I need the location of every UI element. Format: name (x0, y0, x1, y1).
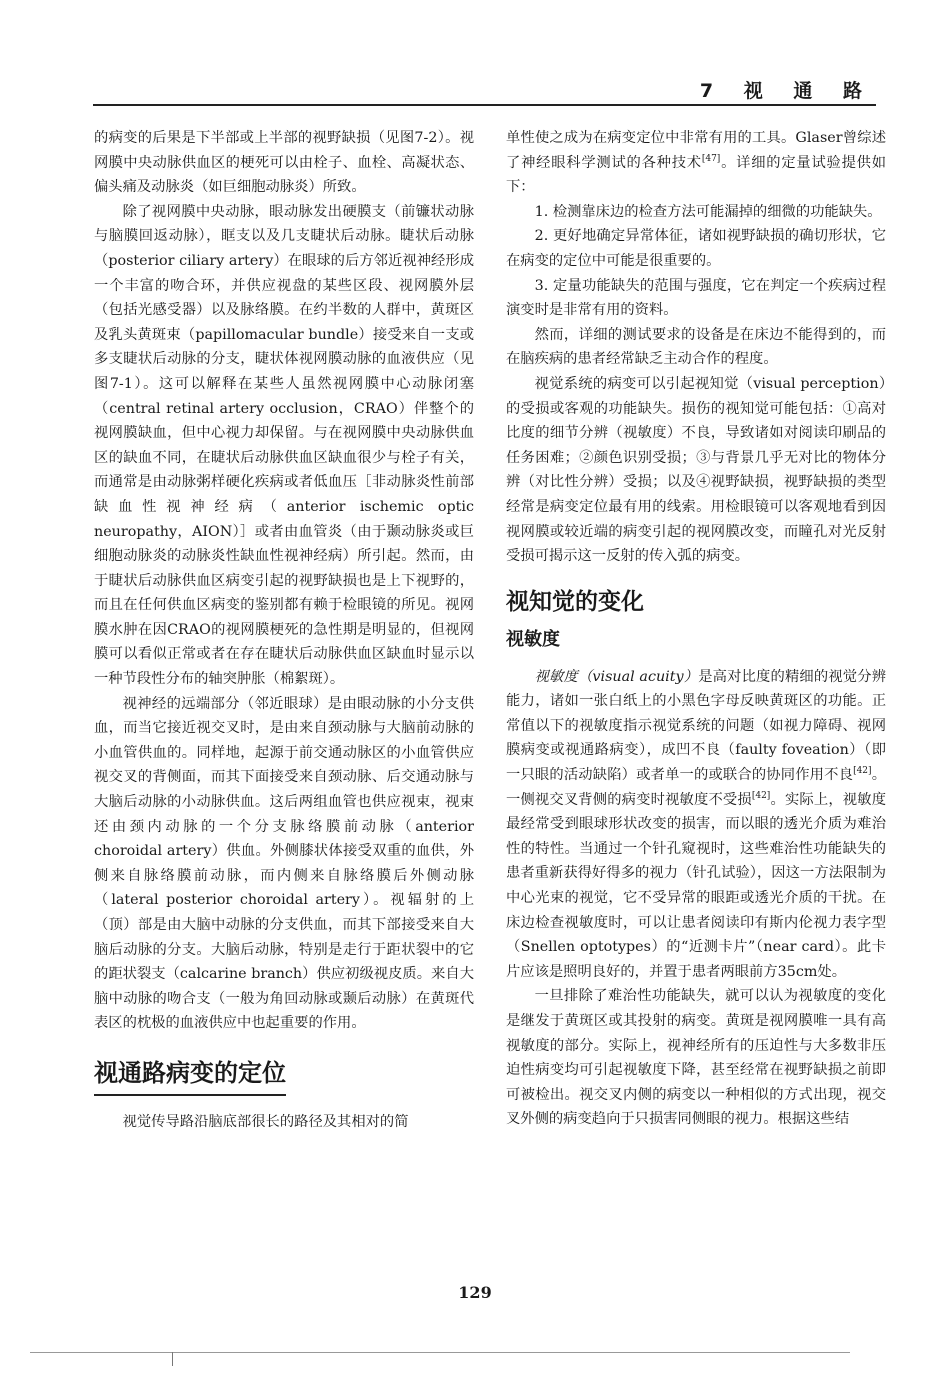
right-column (506, 126, 886, 1132)
right-paragraph-acuity (506, 665, 886, 985)
citation-47: [47] (701, 153, 721, 164)
subsection-title-acuity: 视敏度 (506, 628, 560, 650)
running-header: 7 视 通 路 (699, 80, 874, 102)
acuity-text-c: 。实际上，视敏度最经常受到眼球形状改变的损害，而以眼的透光介质为难治性的特性。当通过一个针孔窥视时，这些难治性功能缺失的患者重新获得好得多的视力（针孔试验），因这一方法限制为中心光束的视觉，它不受异常的眼距或透光介质的干扰。在床边检查视敏度时，可以让患者阅读印有斯内伦视力表字型（Snellen optotypes）的“近测卡片”（near card）。此卡片应该是照明良好的，并置于患者两眼前方35cm处。 (506, 791, 887, 980)
footer-rule (30, 1352, 850, 1353)
left-paragraph-4: 视觉传导路沿脑底部很长的路径及其相对的简 (122, 1113, 409, 1130)
acuity-text-b: 。一侧视交叉背侧的病变时视敏度不受损 (506, 767, 887, 808)
acuity-text-a: 是高对比度的精细的视觉分辨能力，诸如一张白纸上的小黑色字母反映黄斑区的功能。正常值以下的视敏度指示视觉系统的问题（如视力障碍、视网膜病变或视通路病变），成凹不良（faulty foveation）（即一只眼的活动缺陷）或者单一的或联合的协同作用不良 (506, 668, 886, 784)
section-title-perception: 视知觉的变化 (506, 588, 644, 615)
right-paragraph-1-text-b: 。详细的定量试验提供如下： (506, 154, 887, 196)
list-item-3: 3. 定量功能缺失的范围与强度，它在判定一个疾病过程演变时是非常有用的资料。 (506, 277, 886, 319)
right-paragraph-1-text-a: 单性使之成为在病变定位中非常有用的工具。Glaser曾综述了神经眼科学测试的各种技术 (506, 130, 886, 171)
left-paragraph-1: 的病变的后果是下半部或上半部的视野缺损（见图7-2）。视网膜中央动脉供血区的梗死可以由栓子、血栓、高凝状态、偏头痛及动脉炎（如巨细胞动脉炎）所致。 (94, 130, 474, 196)
right-paragraph-6: 视觉系统的病变可以引起视知觉（visual perception）的受损或客观的功能缺失。损伤的视知觉可能包括：①高对比度的细节分辨（视敏度）不良，导致诸如对阅读印刷品的任务困难；②颜色识别受损；③与背景几乎无对比的物体分辨（对比性分辨）受损；以及④视野缺损，视野缺损的类型经常是病变定位最有用的线索。用检眼镜可以客观地看到因视网膜或较近端的病变引起的视网膜改变，而瞳孔对光反射受损可揭示这一反射的传入弧的病变。 (506, 375, 886, 565)
citation-42a: [42] (853, 766, 872, 777)
list-item-1: 1. 检测靠床边的检查方法可能漏掉的细微的功能缺失。 (534, 203, 882, 220)
term-visual-acuity: 视敏度（visual acuity） (534, 668, 699, 685)
right-paragraph-1 (506, 126, 886, 200)
header-rule (93, 104, 876, 106)
right-paragraph-5: 然而，详细的测试要求的设备是在床边不能得到的，而在脑疾病的患者经常缺乏主动合作的程度。 (506, 326, 886, 368)
left-paragraph-2: 除了视网膜中央动脉，眼动脉发出硬膜支（前镰状动脉与脑膜回返动脉），眶支以及几支睫状后动脉。睫状后动脉（posterior ciliary artery）在眼球的后方邻近视神经形成一个丰富的吻合环，并供应视盘的某些区段、视网膜外层（包括光感受器）以及脉络膜。在约半数的人群中，黄斑区及乳头黄斑束（papillomacular bundle）接受来自一支或多支睫状后动脉的分支，睫状体视网膜动脉的血液供应（见图7-1）。这可以解释在某些人虽然视网膜中心动脉闭塞（central retinal artery occlusion，CRAO）伴整个的视网膜缺血，但中心视力却保留。与在视网膜中央动脉供血区的缺血不同，在睫状后动脉供血区缺血很少与栓子有关，而通常是由动脉粥样硬化疾病或者低血压［非动脉炎性前部缺血性视神经病（anterior ischemic optic neuropathy，AION）］或者由血管炎（由于颞动脉炎或巨细胞动脉炎的动脉炎性缺血性视神经病）所引起。然而，由于睫状后动脉供血区病变引起的视野缺损也是上下视野的，而且在任何供血区病变的鉴别都有赖于检眼镜的所见。视网膜水肿在因CRAO的视网膜梗死的急性期是明显的，但视网膜可以看似正常或者在存在睫状后动脉供血区缺血时显示以一种节段性分布的轴突肿胀（棉絮斑）。 (94, 203, 474, 688)
citation-42b: [42] (751, 790, 771, 801)
right-paragraph-8: 一旦排除了难治性功能缺失，就可以认为视敏度的变化是继发于黄斑区或其投射的病变。黄斑是视网膜唯一具有高视敏度的部分。实际上，视神经所有的压迫性与大多数非压迫性病变均可引起视敏度下降，甚至经常在视野缺损之前即可被检出。视交叉内侧的病变以一种相似的方式出现，视交叉外侧的病变趋向于只损害同侧眼的视力。根据这些结 (506, 988, 886, 1128)
list-item-2: 2. 更好地确定异常体征，诸如视野缺损的确切形状，它在病变的定位中可能是很重要的。 (506, 228, 886, 269)
left-paragraph-3: 视神经的远端部分（邻近眼球）是由眼动脉的小分支供血，而当它接近视交叉时，是由来自颈动脉与大脑前动脉的小血管供血的。同样地，起源于前交通动脉区的小血管供应视交叉的背侧面，而其下面接受来自颈动脉、后交通动脉与大脑后动脉的小动脉供血。这后两组血管也供应视束，视束还由颈内动脉的一个分支脉络膜前动脉（anterior choroidal artery）供血。外侧膝状体接受双重的血供，外侧来自脉络膜前动脉，而内侧来自脉络膜后外侧动脉（lateral posterior choroidal artery）。视辐射的上（顶）部是由大脑中动脉的分支供血，而其下部接受来自大脑后动脉的分支。大脑后动脉，特别是走行于距状裂中的它的距状裂支（calcarine branch）供应初级视皮质。来自大脑中动脉的吻合支（一般为角回动脉或颞后动脉）在黄斑代表区的枕极的血液供应中也起重要的作用。 (94, 695, 474, 1032)
footer-tick (172, 1352, 173, 1366)
left-column (94, 126, 474, 1135)
page-number: 129 (458, 1283, 492, 1302)
section-title-localization: 视通路病变的定位 (94, 1058, 286, 1096)
